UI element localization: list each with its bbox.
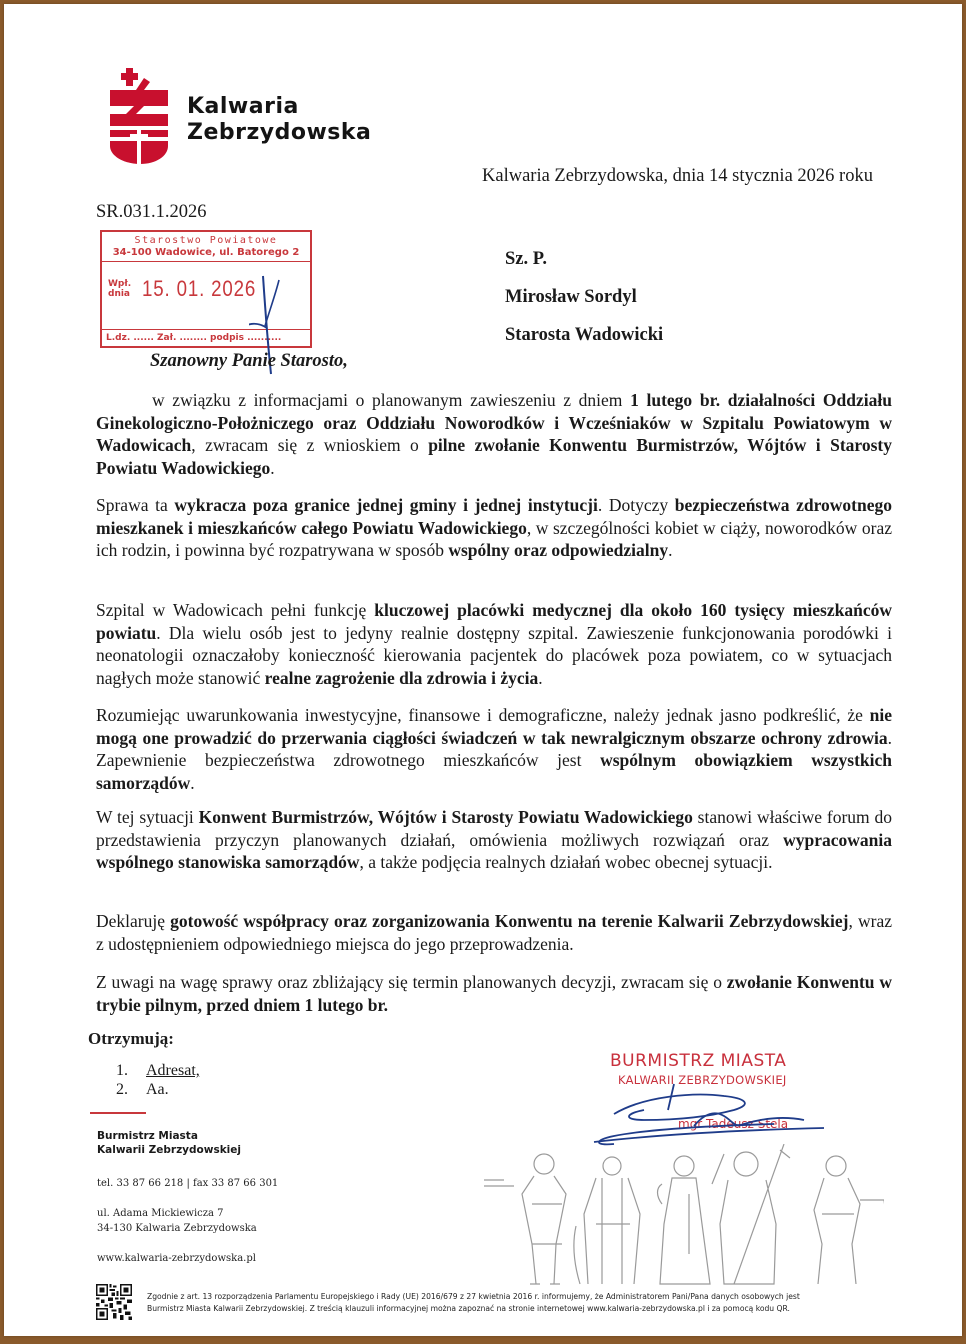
addressee-block xyxy=(505,240,663,354)
stamp-office-address: 34-100 Wadowice, ul. Batorego 2 xyxy=(112,247,300,258)
text-run: Szpital w Wadowicach pełni funkcję xyxy=(96,600,375,620)
emphasized-text: 1 lutego br. działalności Oddziału Ginekologiczno-Położniczego oraz Oddziału Noworodków i Wcześniaków w Szpitalu Powiatowym w Wadowicach xyxy=(96,390,892,455)
reference-number: SR.031.1.2026 xyxy=(96,202,207,222)
stamp-title: BURMISTRZ MIASTA xyxy=(610,1051,787,1071)
handwritten-signature-icon xyxy=(584,1074,844,1154)
recipient-number: 2. xyxy=(116,1081,128,1098)
footer-org-line-2: Kalwarii Zebrzydowskiej xyxy=(97,1144,242,1156)
paragraph xyxy=(96,910,892,955)
paragraph xyxy=(96,599,892,689)
text-run: , wraz z udostępnieniem odpowiedniego miejsca do jego przeprowadzenia. xyxy=(96,911,892,954)
addressee-salutation: Sz. P. xyxy=(505,249,547,269)
stamp-office-name: Starostwo Powiatowe xyxy=(134,235,278,246)
emphasized-text: zwołanie Konwentu w trybie pilnym, przed dniem 1 lutego br. xyxy=(96,972,893,1015)
emphasized-text: bezpieczeństwa zdrowotnego mieszkanek i mieszkańców całego Powiatu Wadowickiego xyxy=(96,495,892,538)
text-run: , zwracam się z wnioskiem o xyxy=(191,435,429,455)
text-run: Deklaruję xyxy=(96,911,171,931)
recipient-number: 1. xyxy=(116,1062,128,1079)
addressee-title: Starosta Wadowicki xyxy=(505,325,664,345)
footer-contact xyxy=(97,1176,278,1266)
footer-website-link[interactable]: www.kalwaria-zebrzydowska.pl xyxy=(97,1253,256,1264)
paragraph xyxy=(96,704,892,794)
recipient-item xyxy=(116,1061,200,1080)
recipients-label: Otrzymują: xyxy=(88,1029,174,1048)
emphasized-text: wspólnym obowiązkiem wszystkich samorządów xyxy=(96,750,892,793)
footer-address-line-1: ul. Adama Mickiewicza 7 xyxy=(97,1208,224,1219)
stamp-subtitle: KALWARII ZEBRZYDOWSKIEJ xyxy=(618,1073,787,1087)
gdpr-notice xyxy=(147,1291,917,1315)
stamp-date-label: dnia xyxy=(108,289,131,299)
recipient-label: Adresat, xyxy=(146,1062,200,1079)
text-run: . xyxy=(190,772,195,793)
footer-org-line-1: Burmistrz Miasta xyxy=(97,1130,198,1142)
text-run: . Zapewnienie bezpieczeństwa zdrowotnego mieszkańców jest xyxy=(96,727,892,770)
emphasized-text: wspólny oraz odpowiedzialny xyxy=(448,540,669,560)
pilgrim-figures-illustration-icon xyxy=(484,1144,884,1294)
addressee-name: Mirosław Sordyl xyxy=(505,287,637,307)
signatory-name: mgr Tadeusz Stela xyxy=(678,1117,789,1131)
text-run: W tej sytuacji xyxy=(96,807,199,827)
paragraph xyxy=(96,971,892,1016)
paragraph xyxy=(96,389,892,479)
footer-organization xyxy=(97,1129,241,1157)
paragraph xyxy=(96,806,892,874)
stamp-received-label: Wpł. xyxy=(108,279,132,289)
letter-greeting: Szanowny Panie Starosto, xyxy=(150,351,348,371)
gdpr-line-1: Zgodnie z art. 13 rozporządzenia Parlamentu Europejskiego i Rady (UE) 2016/679 z 27 kwietnia 2016 r. informujemy, że Administratorem Pani/Pana danych osobowych jest xyxy=(147,1292,800,1301)
paragraph xyxy=(96,494,892,562)
logo-line-1: Kalwaria xyxy=(187,94,299,119)
text-run: . Dotyczy xyxy=(597,495,675,515)
text-run: Sprawa ta xyxy=(96,495,175,515)
emphasized-text: pilne zwołanie Konwentu Burmistrzów, Wójtów i Starosty Powiatu Wadowickiego xyxy=(96,435,892,478)
recipients-list xyxy=(116,1061,200,1099)
emphasized-text: wypracowania wspólnego stanowiska samorządów xyxy=(96,829,892,872)
recipient-item xyxy=(116,1080,200,1099)
text-run: , a także podjęcia realnych działań wobec obecnej sytuacji. xyxy=(359,852,773,872)
text-run: . Dla wielu osób jest to jedyny realnie dostępny szpital. Zawieszenie funkcjonowania porodówki i neonatologii oznaczałoby konieczność kierowania pacjentek do placówek poza powiatem, co w sytuacjach nagłych może stanowić xyxy=(96,622,892,688)
emphasized-text: nie mogą one prowadzić do przerwania ciągłości świadczeń w tak newralgicznym obszarze ochrony zdrowia xyxy=(96,705,892,748)
text-run: stanowi właściwe forum do przedstawienia przyczyn planowanych działań, omówienia możliwych rozwiązań oraz xyxy=(96,807,892,850)
letter-page xyxy=(4,4,962,1336)
place-and-date: Kalwaria Zebrzydowska, dnia 14 stycznia 2026 roku xyxy=(482,166,873,186)
footer-address-line-2: 34-130 Kalwaria Zebrzydowska xyxy=(97,1223,257,1234)
stamp-footer: L.dz. ...... Zał. ........ podpis .......... xyxy=(102,329,310,346)
emphasized-text: realne zagrożenie dla zdrowia i życia xyxy=(264,667,539,688)
recipient-label: Aa. xyxy=(146,1081,169,1098)
text-run: . xyxy=(668,540,673,560)
footer-divider xyxy=(90,1112,146,1114)
text-run: w związku z informacjami o planowanym zawieszeniu z dniem xyxy=(152,390,631,410)
text-run: . xyxy=(270,457,275,478)
emphasized-text: kluczowej placówki medycznej dla około 160 tysięcy mieszkańców powiatu xyxy=(96,600,893,643)
text-run: Z uwagi na wagę sprawy oraz zbliżający się termin planowanych decyzji, zwracam się o xyxy=(96,972,727,992)
coat-of-arms-logo-icon xyxy=(108,68,172,164)
stamp-received-date: 15. 01. 2026 xyxy=(142,276,257,301)
emphasized-text: Konwent Burmistrzów, Wójtów i Starosty Powiatu Wadowickiego xyxy=(198,807,693,827)
emphasized-text: gotowość współpracy oraz zorganizowania Konwentu na terenie Kalwarii Zebrzydowskiej xyxy=(170,911,849,931)
emphasized-text: wykracza poza granice jednej gminy i jednej instytucji xyxy=(174,495,598,515)
municipality-name xyxy=(187,94,371,146)
footer-phone: tel. 33 87 66 218 | fax 33 87 66 301 xyxy=(97,1178,279,1189)
text-run: Rozumiejąc uwarunkowania inwestycyjne, finansowe i demograficzne, należy jednak jasno podkreślić, że xyxy=(96,705,870,725)
text-run: , w szczególności kobiet w ciąży, noworodków oraz ich rodzin, i powinna być rozpatrywana w sposób xyxy=(96,517,892,560)
text-run: . xyxy=(538,667,543,688)
logo-line-2: Zebrzydowska xyxy=(187,120,372,145)
qr-code-icon[interactable] xyxy=(96,1284,132,1320)
gdpr-line-2: Burmistrz Miasta Kalwarii Zebrzydowskiej. Z treścią klauzuli informacyjnej można zapoznać na stronie internetowej www.kalwaria-zebrzydowska.pl i za pomocą kodu QR. xyxy=(147,1304,790,1313)
